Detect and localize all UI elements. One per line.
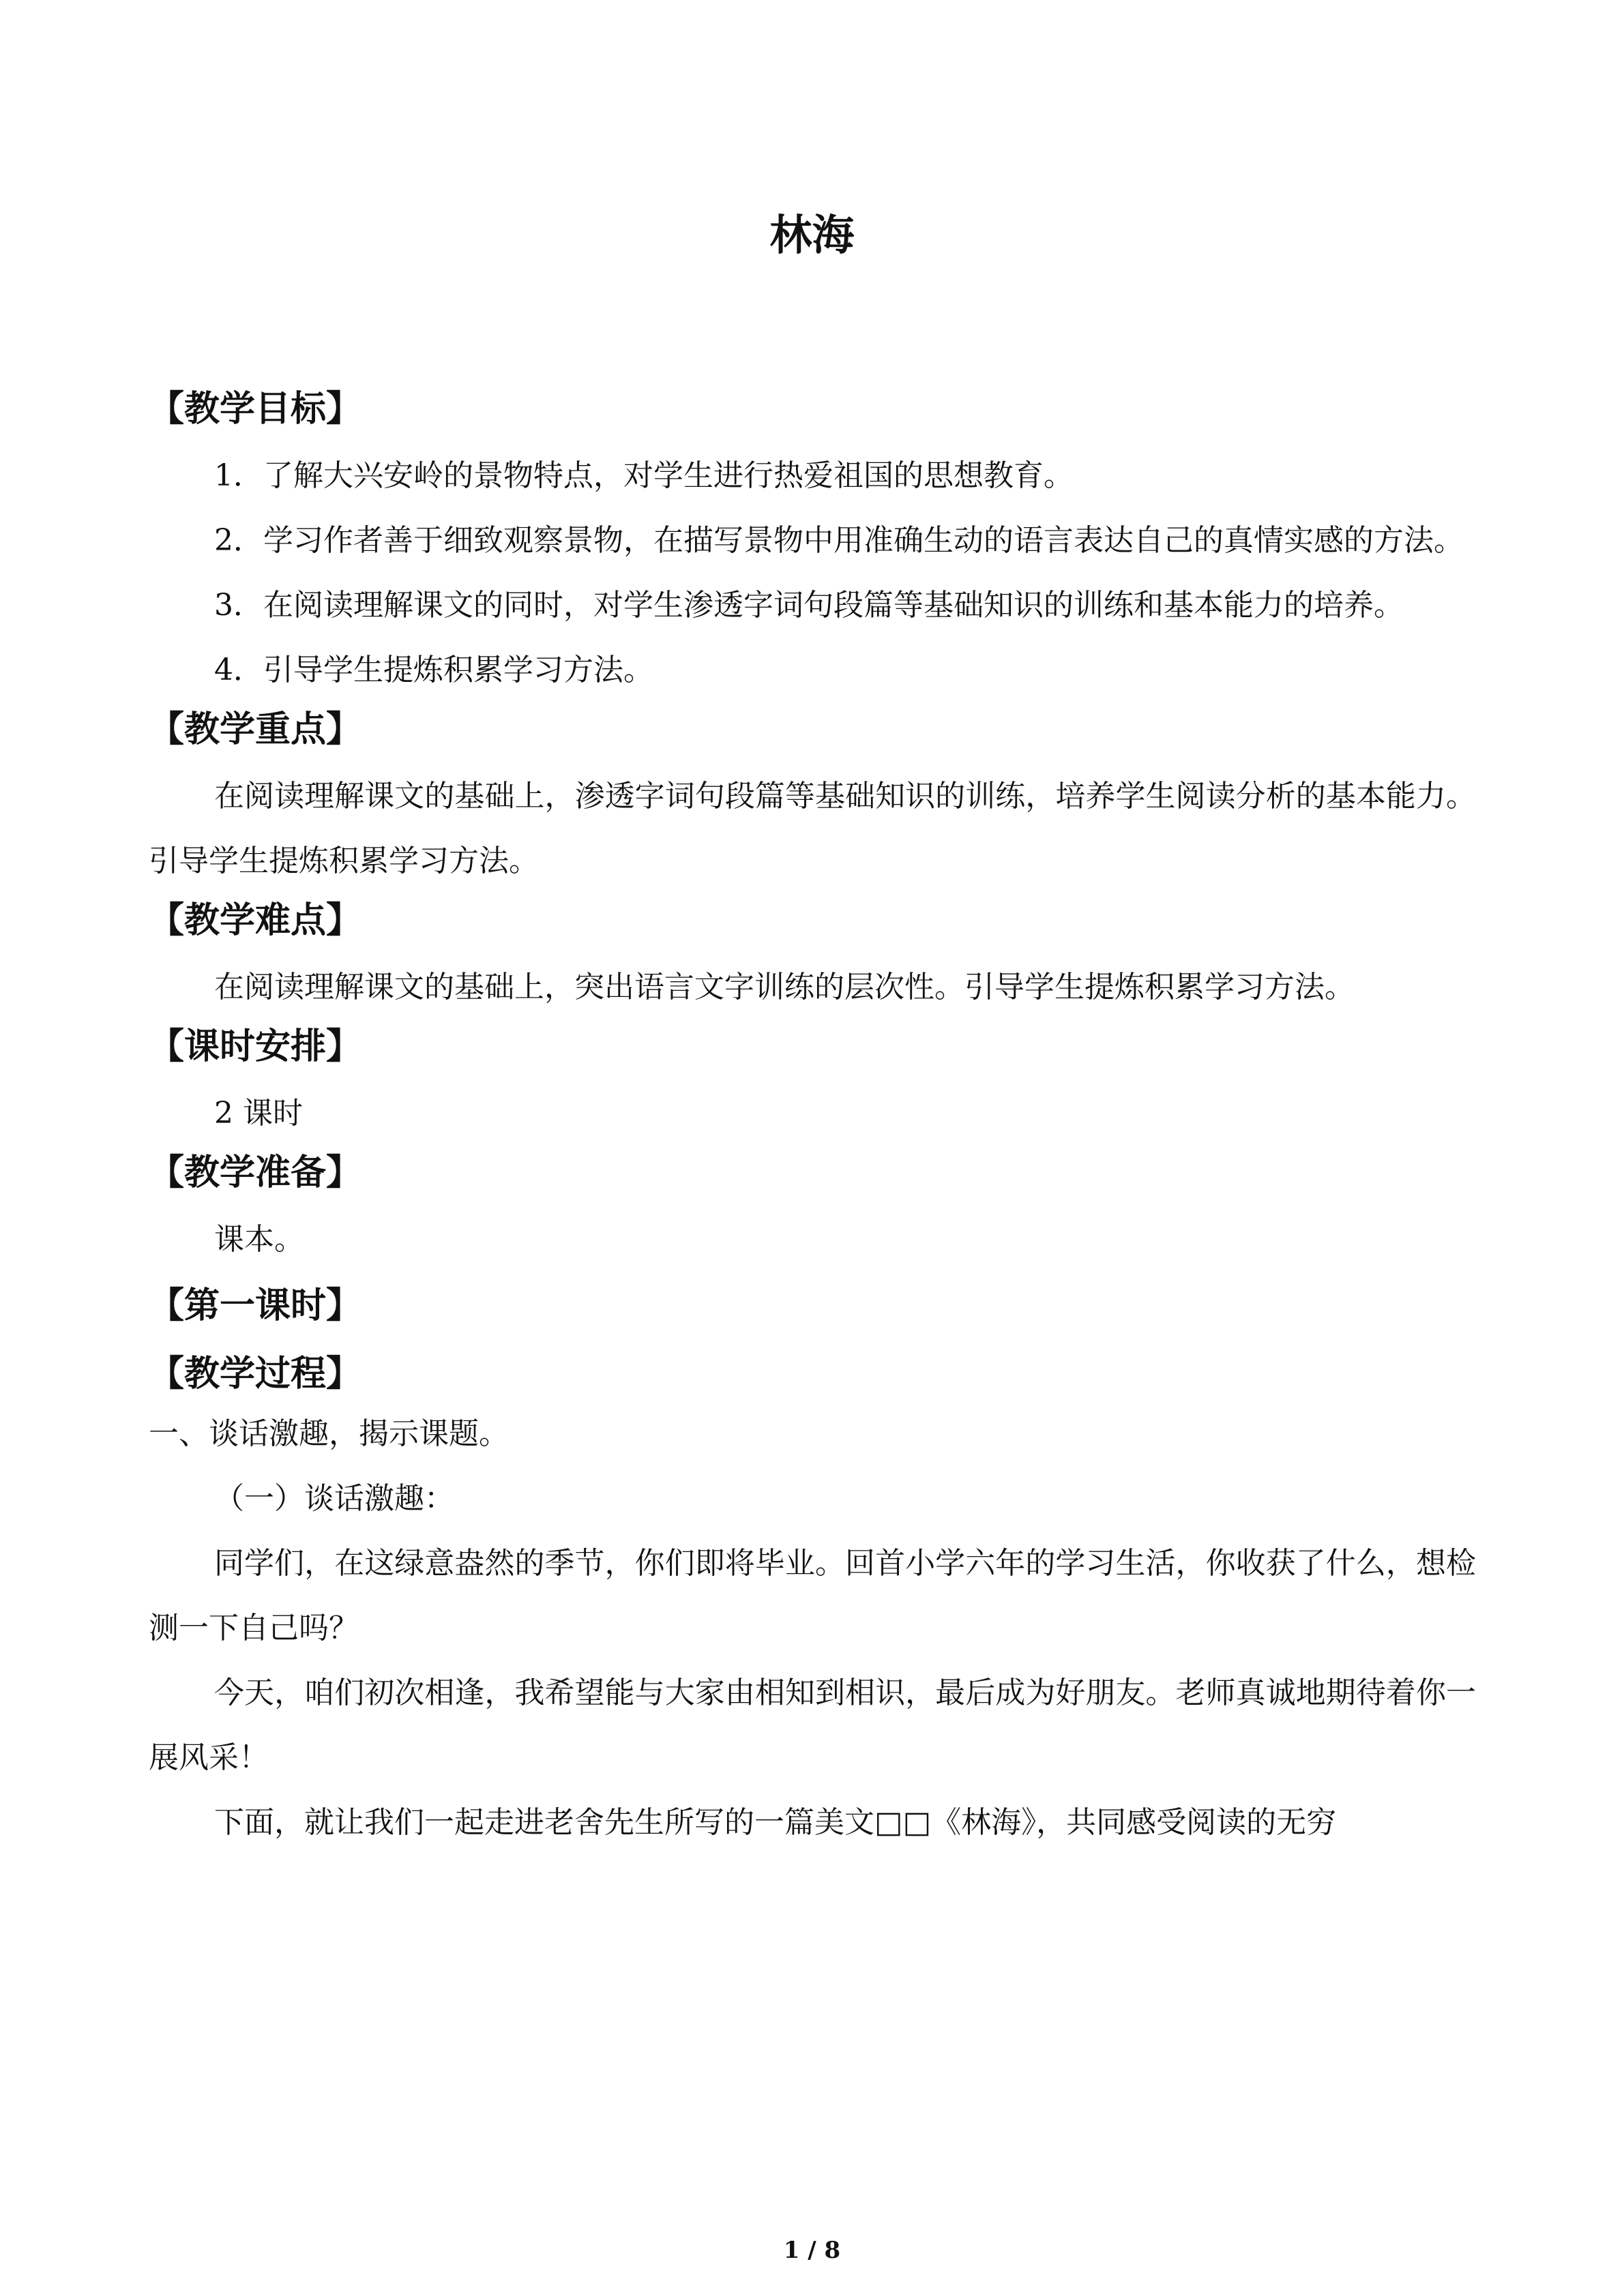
section-heading-preparation: 【教学准备】	[149, 1152, 362, 1193]
section-heading-schedule: 【课时安排】	[149, 1026, 362, 1067]
process-substep: （一）谈话激趣：	[214, 1481, 454, 1516]
section-heading-process: 【教学过程】	[149, 1354, 362, 1395]
goal-item: 3．在阅读理解课文的同时，对学生渗透字词句段篇等基础知识的训练和基本能力的培养。	[214, 588, 1404, 623]
goal-item: 4．引导学生提炼积累学习方法。	[214, 653, 653, 687]
page-indicator: 1 / 8	[783, 2237, 841, 2264]
process-paragraph: 今天，咱们初次相逢，我希望能与大家由相知到相识，最后成为好朋友。老师真诚地期待着你一展风采！	[149, 1675, 1476, 1775]
section-heading-goals: 【教学目标】	[149, 389, 362, 430]
goal-item: 2．学习作者善于细致观察景物，在描写景物中用准确生动的语言表达自己的真情实感的方法。	[214, 523, 1464, 558]
process-paragraph: 下面，就让我们一起走进老舍先生所写的一篇美文□□《林海》，共同感受阅读的无穷	[214, 1805, 1337, 1840]
process-paragraph: 同学们，在这绿意盎然的季节，你们即将毕业。回首小学六年的学习生活，你收获了什么，想检测一下自己吗？	[149, 1546, 1476, 1645]
preparation-text: 课本。	[214, 1222, 304, 1257]
section-heading-difficulties: 【教学难点】	[149, 900, 362, 941]
section-heading-first-lesson: 【第一课时】	[149, 1285, 362, 1326]
section-heading-key-points: 【教学重点】	[149, 709, 362, 750]
difficulties-text: 在阅读理解课文的基础上，突出语言文字训练的层次性。引导学生提炼积累学习方法。	[214, 970, 1355, 1004]
schedule-text: 2 课时	[214, 1096, 303, 1131]
document-body	[149, 382, 1476, 1855]
process-step: 一、谈话激趣，揭示课题。	[149, 1416, 509, 1451]
goal-item: 1．了解大兴安岭的景物特点，对学生进行热爱祖国的思想教育。	[214, 458, 1074, 493]
document-title: 林海	[769, 210, 855, 260]
key-points-text: 在阅读理解课文的基础上，渗透字词句段篇等基础知识的训练，培养学生阅读分析的基本能力。引导学生提炼积累学习方法。	[149, 779, 1476, 878]
